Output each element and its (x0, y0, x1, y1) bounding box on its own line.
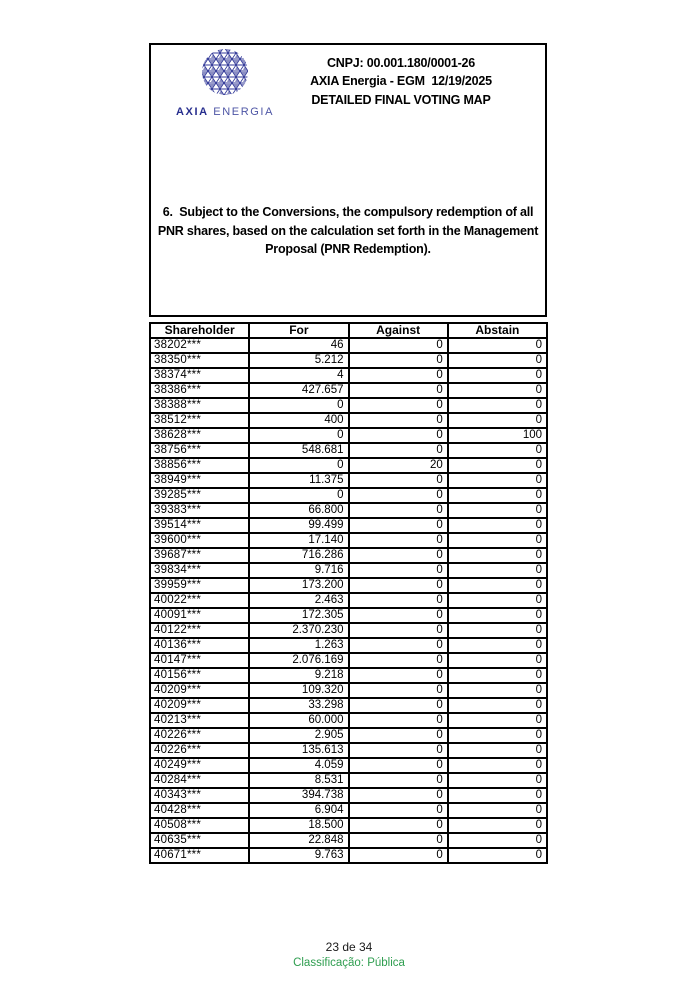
vote-count-cell: 0 (349, 803, 448, 818)
vote-count-cell: 0 (448, 413, 547, 428)
vote-count-cell: 2.370.230 (249, 623, 348, 638)
vote-count-cell: 0 (349, 353, 448, 368)
table-row (150, 383, 547, 398)
vote-count-cell: 4.059 (249, 758, 348, 773)
vote-count-cell: 109.320 (249, 683, 348, 698)
shareholder-id-cell: 38202*** (150, 338, 249, 353)
table-row (150, 548, 547, 563)
vote-count-cell: 0 (448, 593, 547, 608)
shareholder-id-cell: 40508*** (150, 818, 249, 833)
table-row (150, 638, 547, 653)
table-row (150, 563, 547, 578)
proposal-text: 6. Subject to the Conversions, the compulsory redemption of all PNR shares, based on the calculation set forth in the Management Proposal (PNR Redemption). (157, 205, 542, 257)
vote-count-cell: 0 (349, 608, 448, 623)
vote-count-cell: 0 (349, 338, 448, 353)
vote-count-cell: 394.738 (249, 788, 348, 803)
vote-count-cell: 0 (448, 848, 547, 863)
vote-count-cell: 60.000 (249, 713, 348, 728)
vote-count-cell: 0 (349, 368, 448, 383)
table-row (150, 788, 547, 803)
shareholder-id-cell: 40209*** (150, 683, 249, 698)
vote-count-cell: 66.800 (249, 503, 348, 518)
table-row (150, 833, 547, 848)
vote-count-cell: 400 (249, 413, 348, 428)
table-row (150, 668, 547, 683)
brand-energia: ENERGIA (208, 106, 275, 118)
header-box (149, 43, 547, 317)
vote-count-cell: 11.375 (249, 473, 348, 488)
vote-count-cell: 0 (249, 488, 348, 503)
shareholder-id-cell: 40671*** (150, 848, 249, 863)
vote-count-cell: 0 (349, 383, 448, 398)
vote-count-cell: 0 (349, 413, 448, 428)
voting-table-body (150, 338, 547, 863)
vote-count-cell: 0 (349, 743, 448, 758)
shareholder-id-cell: 40284*** (150, 773, 249, 788)
page-number: 23 de 34 (325, 940, 373, 954)
shareholder-id-cell: 40635*** (150, 833, 249, 848)
col-header-shareholder: Shareholder (150, 323, 249, 338)
vote-count-cell: 0 (349, 668, 448, 683)
shareholder-id-cell: 38374*** (150, 368, 249, 383)
vote-count-cell: 0 (448, 398, 547, 413)
vote-count-cell: 0 (448, 773, 547, 788)
vote-count-cell: 0 (448, 758, 547, 773)
shareholder-id-cell: 39959*** (150, 578, 249, 593)
shareholder-id-cell: 38512*** (150, 413, 249, 428)
vote-count-cell: 22.848 (249, 833, 348, 848)
shareholder-id-cell: 38386*** (150, 383, 249, 398)
col-header-abstain: Abstain (448, 323, 547, 338)
vote-count-cell: 18.500 (249, 818, 348, 833)
shareholder-id-cell: 40226*** (150, 728, 249, 743)
vote-count-cell: 0 (349, 398, 448, 413)
vote-count-cell: 0 (349, 473, 448, 488)
table-row (150, 713, 547, 728)
table-row (150, 473, 547, 488)
vote-count-cell: 0 (448, 338, 547, 353)
table-row (150, 818, 547, 833)
vote-count-cell: 0 (448, 818, 547, 833)
shareholder-id-cell: 38756*** (150, 443, 249, 458)
shareholder-id-cell: 39383*** (150, 503, 249, 518)
shareholder-id-cell: 38949*** (150, 473, 249, 488)
table-row (150, 458, 547, 473)
vote-count-cell: 0 (349, 848, 448, 863)
vote-count-cell: 0 (448, 803, 547, 818)
table-row (150, 608, 547, 623)
vote-count-cell: 0 (448, 563, 547, 578)
shareholder-id-cell: 40343*** (150, 788, 249, 803)
shareholder-id-cell: 38628*** (150, 428, 249, 443)
shareholder-id-cell: 40428*** (150, 803, 249, 818)
shareholder-id-cell: 40249*** (150, 758, 249, 773)
voting-table (149, 322, 548, 864)
col-header-for: For (249, 323, 348, 338)
vote-count-cell: 0 (349, 833, 448, 848)
table-row (150, 353, 547, 368)
vote-count-cell: 2.076.169 (249, 653, 348, 668)
table-header-row (150, 323, 547, 338)
vote-count-cell: 0 (349, 593, 448, 608)
vote-count-cell: 0 (448, 788, 547, 803)
shareholder-id-cell: 39600*** (150, 533, 249, 548)
shareholder-id-cell: 40022*** (150, 593, 249, 608)
table-row (150, 683, 547, 698)
vote-count-cell: 0 (349, 518, 448, 533)
shareholder-id-cell: 40156*** (150, 668, 249, 683)
table-row (150, 653, 547, 668)
vote-count-cell: 0 (448, 533, 547, 548)
table-row (150, 413, 547, 428)
vote-count-cell: 427.657 (249, 383, 348, 398)
table-row (150, 338, 547, 353)
vote-count-cell: 0 (349, 653, 448, 668)
vote-count-cell: 0 (249, 398, 348, 413)
vote-count-cell: 172.305 (249, 608, 348, 623)
table-row (150, 773, 547, 788)
vote-count-cell: 0 (448, 668, 547, 683)
table-row (150, 623, 547, 638)
vote-count-cell: 4 (249, 368, 348, 383)
vote-count-cell: 0 (349, 728, 448, 743)
vote-count-cell: 0 (349, 638, 448, 653)
vote-count-cell: 0 (448, 743, 547, 758)
vote-count-cell: 0 (349, 698, 448, 713)
shareholder-id-cell: 39285*** (150, 488, 249, 503)
vote-count-cell: 2.905 (249, 728, 348, 743)
shareholder-id-cell: 40122*** (150, 623, 249, 638)
table-row (150, 443, 547, 458)
shareholder-id-cell: 40213*** (150, 713, 249, 728)
table-row (150, 593, 547, 608)
vote-count-cell: 0 (349, 818, 448, 833)
vote-count-cell: 0 (349, 713, 448, 728)
vote-count-cell: 0 (448, 368, 547, 383)
table-row (150, 803, 547, 818)
vote-count-cell: 0 (448, 683, 547, 698)
vote-count-cell: 0 (448, 653, 547, 668)
report-title: DETAILED FINAL VOTING MAP (311, 92, 491, 107)
vote-count-cell: 548.681 (249, 443, 348, 458)
shareholder-id-cell: 38388*** (150, 398, 249, 413)
vote-count-cell: 0 (349, 533, 448, 548)
vote-count-cell: 0 (349, 488, 448, 503)
shareholder-id-cell: 40226*** (150, 743, 249, 758)
vote-count-cell: 0 (448, 443, 547, 458)
vote-count-cell: 0 (349, 548, 448, 563)
shareholder-id-cell: 40147*** (150, 653, 249, 668)
vote-count-cell: 46 (249, 338, 348, 353)
vote-count-cell: 1.263 (249, 638, 348, 653)
vote-count-cell: 20 (349, 458, 448, 473)
vote-count-cell: 8.531 (249, 773, 348, 788)
vote-count-cell: 0 (448, 833, 547, 848)
table-row (150, 518, 547, 533)
table-row (150, 758, 547, 773)
meeting-line: AXIA Energia - EGM 12/19/2025 (310, 74, 492, 89)
table-row (150, 728, 547, 743)
shareholder-id-cell: 40209*** (150, 698, 249, 713)
table-row (150, 698, 547, 713)
brand-axia: AXIA (175, 106, 209, 118)
vote-count-cell: 0 (249, 428, 348, 443)
vote-count-cell: 5.212 (249, 353, 348, 368)
vote-count-cell: 0 (349, 503, 448, 518)
vote-count-cell: 716.286 (249, 548, 348, 563)
vote-count-cell: 0 (349, 788, 448, 803)
vote-count-cell: 0 (448, 698, 547, 713)
vote-count-cell: 0 (349, 563, 448, 578)
vote-count-cell: 173.200 (249, 578, 348, 593)
vote-count-cell: 0 (349, 683, 448, 698)
vote-count-cell: 0 (448, 578, 547, 593)
shareholder-id-cell: 38856*** (150, 458, 249, 473)
shareholder-id-cell: 39514*** (150, 518, 249, 533)
vote-count-cell: 99.499 (249, 518, 348, 533)
vote-count-cell: 0 (349, 443, 448, 458)
table-row (150, 503, 547, 518)
vote-count-cell: 17.140 (249, 533, 348, 548)
vote-count-cell: 9.218 (249, 668, 348, 683)
table-row (150, 368, 547, 383)
vote-count-cell: 100 (448, 428, 547, 443)
vote-count-cell: 0 (349, 428, 448, 443)
vote-count-cell: 0 (349, 578, 448, 593)
vote-count-cell: 0 (349, 773, 448, 788)
vote-count-cell: 0 (249, 458, 348, 473)
vote-count-cell: 0 (448, 728, 547, 743)
geodesic-sphere-icon (200, 47, 250, 97)
vote-count-cell: 0 (448, 713, 547, 728)
shareholder-id-cell: 39687*** (150, 548, 249, 563)
table-row (150, 578, 547, 593)
col-header-against: Against (349, 323, 448, 338)
classification-label: Classificação: Pública (293, 957, 405, 969)
vote-count-cell: 0 (448, 503, 547, 518)
vote-count-cell: 2.463 (249, 593, 348, 608)
shareholder-id-cell: 40136*** (150, 638, 249, 653)
vote-count-cell: 33.298 (249, 698, 348, 713)
document-title-block (271, 54, 531, 109)
vote-count-cell: 0 (448, 623, 547, 638)
vote-count-cell: 0 (349, 623, 448, 638)
shareholder-id-cell: 40091*** (150, 608, 249, 623)
shareholder-id-cell: 38350*** (150, 353, 249, 368)
vote-count-cell: 135.613 (249, 743, 348, 758)
table-row (150, 398, 547, 413)
table-row (150, 743, 547, 758)
vote-count-cell: 0 (448, 638, 547, 653)
vote-count-cell: 0 (448, 518, 547, 533)
vote-count-cell: 0 (349, 758, 448, 773)
vote-count-cell: 0 (448, 353, 547, 368)
vote-count-cell: 0 (448, 458, 547, 473)
vote-count-cell: 0 (448, 383, 547, 398)
table-row (150, 848, 547, 863)
vote-count-cell: 0 (448, 473, 547, 488)
vote-count-cell: 9.716 (249, 563, 348, 578)
vote-count-cell: 0 (448, 548, 547, 563)
vote-count-cell: 6.904 (249, 803, 348, 818)
shareholder-id-cell: 39834*** (150, 563, 249, 578)
vote-count-cell: 0 (448, 488, 547, 503)
table-row (150, 428, 547, 443)
table-row (150, 533, 547, 548)
vote-count-cell: 0 (448, 608, 547, 623)
vote-count-cell: 9.763 (249, 848, 348, 863)
table-row (150, 488, 547, 503)
cnpj-line: CNPJ: 00.001.180/0001-26 (326, 56, 476, 70)
